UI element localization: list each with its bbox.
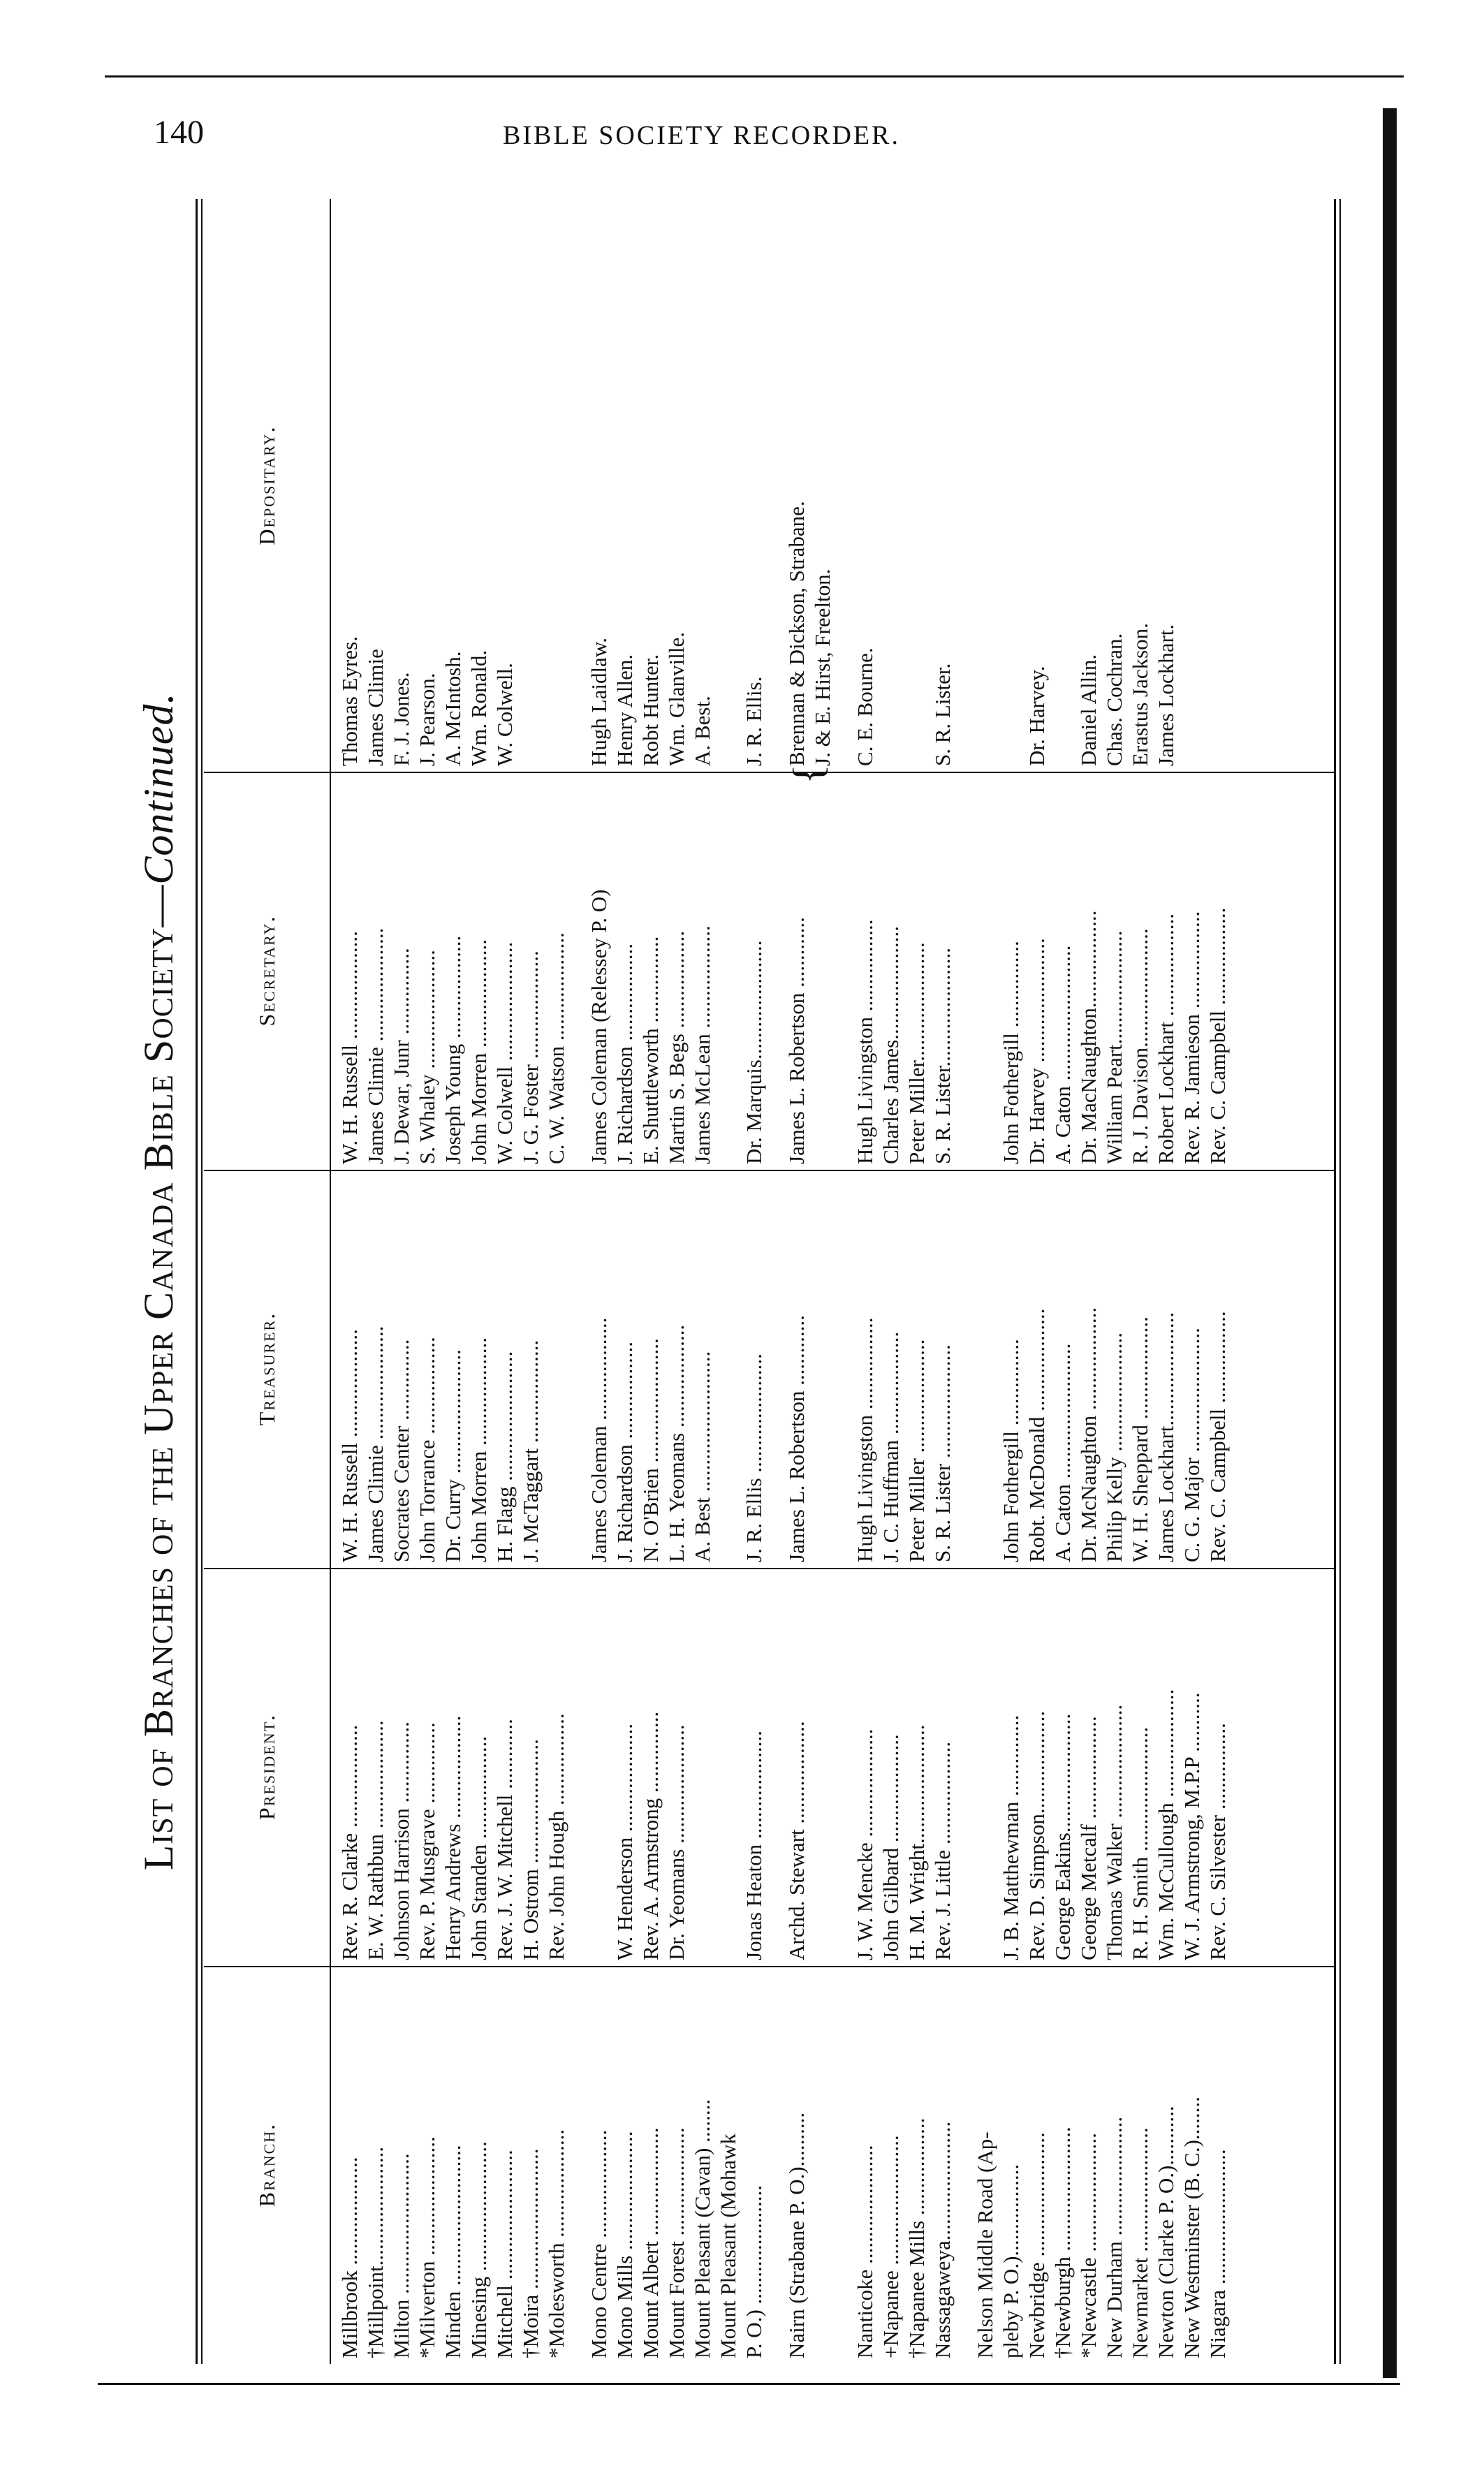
treasurer-cell: S. R. Lister ..................... [930, 1344, 955, 1562]
branch-cell: Mitchell ........................ [492, 2150, 517, 2358]
treasurer-cell: Philip Kelly ...................... [1102, 1332, 1126, 1562]
president-cell: Rev. R. Clarke ................... [337, 1724, 362, 1960]
secretary-cell [972, 779, 998, 1170]
president-cell: W. Henderson .................... [612, 1724, 637, 1960]
branch-cell: †Newburgh ....................... [1050, 2127, 1075, 2358]
treasurer-cell: Socrates Center ............... [389, 1339, 413, 1562]
depositary-cell: F. J. Jones. [389, 672, 413, 766]
secretary-cell: J. Richardson .................. [612, 943, 637, 1164]
treasurer-cell: John Morren .................... [466, 1337, 491, 1562]
table-row [809, 199, 835, 2364]
table-row [1205, 199, 1230, 2364]
depositary-cell [878, 213, 904, 772]
president-cell: E. W. Rathbun .................... [363, 1720, 388, 1960]
table-row [440, 199, 466, 2364]
table-row [1050, 199, 1075, 2364]
depositary-cell: A. McIntosh. [441, 651, 465, 766]
table-title-text: List of Branches of the Upper Canada Bible Society [135, 927, 182, 1871]
table-row [1179, 199, 1205, 2364]
depositary-cell: W. Colwell. [492, 663, 517, 766]
depositary-cell [1179, 213, 1205, 772]
treasurer-cell: Dr. Curry ....................... [441, 1349, 465, 1562]
branch-cell: Newbridge ....................... [1024, 2132, 1049, 2358]
treasurer-cell: N. O'Brien ....................... [638, 1338, 663, 1562]
branch-cell: Minden .......................... [441, 2145, 465, 2358]
secretary-cell: Peter Miller...................... [904, 942, 929, 1164]
president-cell [689, 1575, 715, 1966]
branch-cell [809, 1973, 835, 2364]
branch-cell: †Millpoint...................... [363, 2146, 388, 2358]
table-row [1101, 199, 1127, 2364]
treasurer-cell: A. Best .......................... [690, 1351, 714, 1562]
header-row [204, 199, 330, 2364]
treasurer-cell: A. Caton ......................... [1050, 1343, 1075, 1562]
table-row [972, 199, 998, 2364]
president-cell: Rev. A. Armstrong ............... [638, 1711, 663, 1960]
rotated-table [126, 199, 1341, 2364]
table-row [741, 199, 767, 2364]
secretary-cell: E. Shuttleworth ................ [638, 936, 663, 1164]
treasurer-cell: Rev. C. Campbell ................. [1205, 1311, 1230, 1562]
branch-cell: +Napanee ........................ [879, 2135, 903, 2358]
table-row [930, 199, 955, 2364]
treasurer-cell: C. G. Major ....................... [1180, 1328, 1204, 1562]
secretary-cell: S. R. Lister...................... [930, 947, 955, 1164]
footer-double-rule [1334, 199, 1341, 2364]
table-row [852, 199, 878, 2364]
depositary-cell: Chas. Cochran. [1102, 633, 1126, 766]
president-cell: George Eakins...................... [1050, 1713, 1075, 1960]
president-cell: Johnson Harrison ............... [389, 1721, 413, 1960]
table-row [998, 199, 1024, 2364]
top-rule [105, 75, 1404, 78]
president-cell [809, 1575, 835, 1966]
secretary-cell: R. J. Davison...................... [1128, 928, 1152, 1164]
president-cell: Henry Andrews ................... [441, 1715, 465, 1960]
secretary-cell: James Climie ..................... [363, 927, 388, 1164]
president-cell: Rev. C. Silvester ................ [1205, 1723, 1230, 1960]
depositary-cell [1050, 213, 1075, 772]
table-row [612, 199, 638, 2364]
page-edge-bar [1383, 108, 1397, 2378]
table-title-suffix: Continued. [135, 692, 182, 885]
bottom-rule [98, 2383, 1400, 2385]
treasurer-cell: J. C. Huffman ................... [879, 1331, 903, 1562]
president-cell: J. B. Matthewman ............... [999, 1714, 1023, 1960]
table-row [878, 199, 904, 2364]
depositary-cell: Dr. Harvey. [1024, 666, 1049, 766]
branch-cell: Nanticoke ...................... [853, 2145, 877, 2358]
secretary-cell: Dr. Harvey ....................... [1024, 938, 1049, 1164]
branch-cell: P. O.) ...................... [742, 2184, 766, 2358]
secretary-cell: W. H. Russell .................... [337, 931, 362, 1164]
president-cell: John Standen ................... [466, 1735, 491, 1960]
header-treasurer: Treasurer. [254, 1312, 279, 1426]
secretary-cell: Dr. MacNaughton.................. [1076, 910, 1101, 1164]
table-row [1153, 199, 1179, 2364]
table-row [586, 199, 612, 2364]
table-row [492, 199, 517, 2364]
president-cell: Rev. D. Simpson................... [1024, 1710, 1049, 1960]
president-cell: H. M. Wright...................... [904, 1724, 929, 1960]
president-cell: W. J. Armstrong, M.P.P ........... [1180, 1692, 1204, 1960]
depositary-cell: C. E. Bourne. [853, 647, 877, 766]
branch-cell: *Newcastle ...................... [1076, 2133, 1101, 2358]
treasurer-cell: Robt. McDonald ................... [1024, 1308, 1049, 1562]
president-cell: George Metcalf ................... [1076, 1716, 1101, 1960]
depositary-cell [904, 213, 930, 772]
branch-cell: *Milverton ...................... [415, 2136, 439, 2358]
secretary-cell [809, 779, 835, 1170]
depositary-cell: Robt Hunter. [638, 654, 663, 766]
secretary-cell: S. Whaley ...................... [415, 950, 439, 1164]
table-row [663, 199, 689, 2364]
header-branch: Branch. [254, 2122, 279, 2208]
treasurer-cell [715, 1177, 741, 1568]
secretary-cell [715, 779, 741, 1170]
header-depositary: Depositary. [254, 425, 279, 545]
secretary-cell: Joseph Young ................... [441, 935, 465, 1164]
table-title: List of Branches of the Upper Canada Bible Society—Continued. [135, 692, 182, 1871]
treasurer-cell [809, 1177, 835, 1568]
branch-cell: Minesing ........................ [466, 2141, 491, 2358]
page-number: 140 [154, 114, 204, 151]
depositary-cell: Brennan & Dickson, Strabane. [784, 501, 809, 766]
treasurer-cell: James Lockhart..................... [1154, 1312, 1178, 1562]
treasurer-cell: L. H. Yeomans ................... [664, 1324, 689, 1562]
president-cell: Jonas Heaton .................... [742, 1731, 766, 1960]
depositary-cell: A. Best. [690, 696, 714, 766]
president-cell: R. H. Smith ....................... [1128, 1726, 1152, 1960]
president-cell: John Gilbard .................... [879, 1734, 903, 1960]
president-cell: Rev. J. W. Mitchell ............. [492, 1719, 517, 1960]
secretary-cell: Rev. C. Campbell .................. [1205, 907, 1230, 1164]
table-row [904, 199, 930, 2364]
secretary-cell: James McLean ................... [690, 925, 714, 1164]
table-row [337, 199, 362, 2364]
treasurer-cell: James Climie ..................... [363, 1325, 388, 1562]
depositary-cell: Erastus Jackson. [1128, 623, 1152, 766]
depositary-cell: Wm. Glanville. [664, 632, 689, 766]
branch-cell: †Moira .......................... [518, 2148, 543, 2358]
branch-cell: Mono Mills ...................... [612, 2131, 637, 2358]
table-row [715, 199, 741, 2364]
table-row [362, 199, 388, 2364]
running-head: BIBLE SOCIETY RECORDER. [503, 121, 900, 150]
secretary-cell: J. Dewar, Junr ................ [389, 948, 413, 1164]
secretary-cell: James L. Robertson ............. [784, 917, 809, 1164]
treasurer-cell: J. Richardson .................. [612, 1341, 637, 1562]
branch-cell: pleby P. O.)................. [999, 2164, 1023, 2358]
header-double-rule [196, 199, 203, 2364]
secretary-cell: William Peart..................... [1102, 930, 1126, 1164]
table-row [543, 199, 569, 2364]
president-cell: Rev. J. Little ................... [930, 1741, 955, 1960]
branch-cell: †Napanee Mills .................. [904, 2117, 929, 2358]
table-row [1127, 199, 1153, 2364]
secretary-cell: John Morren .................... [466, 939, 491, 1164]
president-cell: Wm. McCullough .................... [1154, 1689, 1178, 1960]
depositary-cell: Hugh Laidlaw. [587, 638, 611, 766]
treasurer-cell: Peter Miller ..................... [904, 1339, 929, 1562]
depositary-cell: Henry Allen. [612, 654, 637, 766]
treasurer-cell: Hugh Livingston ................. [853, 1317, 877, 1562]
secretary-cell: Martin S. Begs .................. [664, 930, 689, 1164]
header-secretary: Secretary. [254, 915, 279, 1027]
secretary-cell: Charles James..................... [879, 926, 903, 1164]
president-cell: Rev. John Hough ................. [544, 1713, 568, 1960]
branch-cell: Newton (Clarke P. O.)........... [1154, 2106, 1178, 2358]
president-cell: Thomas Walker ..................... [1102, 1704, 1126, 1960]
treasurer-cell: James L. Robertson ............. [784, 1315, 809, 1562]
secretary-cell: Dr. Marquis...................... [742, 940, 766, 1164]
depositary-cell [543, 213, 569, 772]
table-body [337, 199, 1230, 2364]
branch-cell: Mount Pleasant (Cavan) ........ [690, 2099, 714, 2358]
treasurer-cell: H. Flagg ........................ [492, 1351, 517, 1562]
secretary-cell: W. Colwell ...................... [492, 941, 517, 1164]
depositary-cell: S. R. Lister. [930, 663, 955, 766]
header-president: President. [254, 1713, 279, 1821]
president-cell: H. Ostrom ....................... [518, 1739, 543, 1960]
depositary-cell: J. Pearson. [415, 673, 439, 766]
treasurer-cell: James Coleman ................... [587, 1317, 611, 1562]
branch-cell: Newmarket ....................... [1128, 2127, 1152, 2358]
depositary-cell: Wm. Ronald. [466, 649, 491, 766]
header-rule [330, 199, 331, 2364]
president-cell: Dr. Yeomans ...................... [664, 1724, 689, 1960]
branch-cell: New Westminster (B. C.)........ [1180, 2096, 1204, 2358]
secretary-cell: Rev. R. Jamieson .................. [1180, 911, 1204, 1164]
secretary-cell: Robert Lockhart ................... [1154, 913, 1178, 1164]
depositary-cell [517, 213, 543, 772]
branch-cell: Mount Pleasant (Mohawk [716, 2133, 740, 2358]
depositary-cell: Daniel Allin. [1076, 654, 1101, 766]
branch-cell: Mono Centre .................... [587, 2129, 611, 2358]
branch-cell: Nairn (Strabane P. O.).......... [784, 2112, 809, 2358]
treasurer-cell: Dr. McNaughton ................... [1076, 1307, 1101, 1562]
secretary-cell: C. W. Watson .................... [544, 932, 568, 1164]
president-cell: Rev. P. Musgrave ............... [415, 1722, 439, 1960]
secretary-cell: James Coleman (Relessey P. O) [587, 889, 611, 1164]
table-row [638, 199, 663, 2364]
table-row [1024, 199, 1050, 2364]
president-cell [586, 1575, 612, 1966]
depositary-cell [972, 213, 998, 772]
secretary-cell: Hugh Livingston ................. [853, 919, 877, 1164]
depositary-cell [998, 213, 1024, 772]
president-cell [715, 1575, 741, 1966]
table-row [466, 199, 492, 2364]
secretary-cell: A. Caton ......................... [1050, 945, 1075, 1164]
branch-cell: Mount Forest .................... [664, 2127, 689, 2358]
table-row [689, 199, 715, 2364]
depositary-cell [1205, 213, 1230, 772]
depositary-cell: James Lockhart. [1154, 624, 1178, 766]
secretary-cell: J. G. Foster .................... [518, 950, 543, 1164]
depositary-cell [715, 213, 741, 772]
treasurer-cell: J. McTaggart ................... [518, 1339, 543, 1562]
depositary-cell: J. & E. Hirst, Freelton. [810, 568, 835, 766]
branch-cell: Niagara ......................... [1205, 2149, 1230, 2358]
treasurer-cell: John Torrance .................. [415, 1337, 439, 1562]
depositary-cell: J. R. Ellis. [742, 676, 766, 766]
president-cell: Archd. Stewart ................... [784, 1721, 809, 1960]
depositary-cell: James Climie [363, 649, 388, 766]
table-row [517, 199, 543, 2364]
secretary-cell: John Fothergill ................ [999, 941, 1023, 1164]
branch-cell: Millbrook .................... [337, 2157, 362, 2358]
president-cell [972, 1575, 998, 1966]
branch-cell: Mount Albert .................... [638, 2127, 663, 2358]
treasurer-cell: W. H. Russell .................... [337, 1329, 362, 1562]
president-cell: J. W. Mencke .................... [853, 1728, 877, 1960]
treasurer-cell [543, 1177, 569, 1568]
brace-glyph: { [785, 764, 831, 784]
table-row [1075, 199, 1101, 2364]
branch-cell: Nelson Middle Road (Ap- [973, 2131, 997, 2358]
branch-cell: New Durham ...................... [1102, 2116, 1126, 2358]
branch-cell: Milton .......................... [389, 2153, 413, 2358]
table-row [388, 199, 414, 2364]
treasurer-cell: John Fothergill ................ [999, 1339, 1023, 1562]
branch-cell: *Molesworth .................... [544, 2129, 568, 2358]
table-row [414, 199, 440, 2364]
treasurer-cell: J. R. Ellis ...................... [742, 1353, 766, 1562]
treasurer-cell: W. H. Sheppard ................... [1128, 1316, 1152, 1562]
branch-cell: Nassagaweya...................... [930, 2121, 955, 2358]
treasurer-cell [972, 1177, 998, 1568]
depositary-cell: Thomas Eyres. [337, 636, 362, 766]
